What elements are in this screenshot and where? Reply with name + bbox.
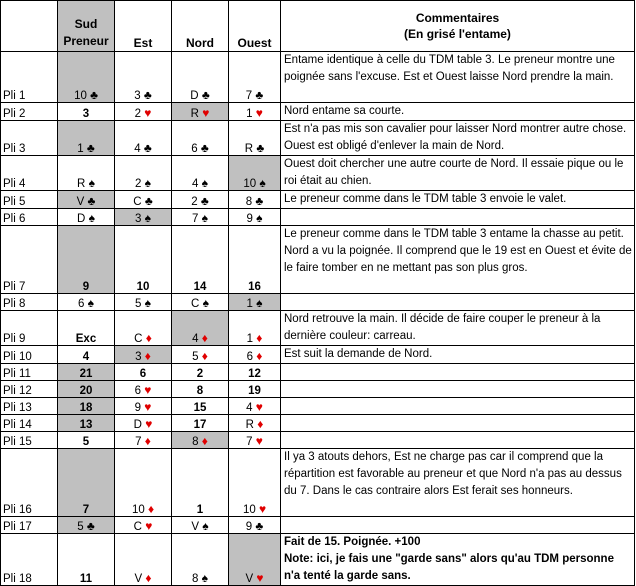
club-suit-icon: ♣	[256, 141, 265, 155]
diamond-suit-icon: ♦	[201, 434, 208, 448]
spade-suit-icon: ♠	[144, 176, 151, 190]
table-row	[1, 346, 635, 364]
spade-suit-icon: ♠	[87, 296, 94, 310]
card-nord	[172, 311, 229, 346]
diamond-suit-icon: ♦	[144, 349, 151, 363]
card-value: 18	[79, 402, 93, 414]
card-nord	[172, 346, 229, 364]
card-sud	[58, 52, 115, 103]
card-est	[115, 121, 172, 156]
spade-suit-icon: ♠	[259, 176, 266, 190]
table-row	[1, 517, 635, 534]
diamond-suit-icon: ♦	[144, 434, 151, 448]
table-row	[1, 364, 635, 381]
card-nord	[172, 432, 229, 449]
table-row	[1, 191, 635, 209]
table-row	[1, 449, 635, 517]
card-est	[115, 415, 172, 432]
club-suit-icon: ♣	[201, 88, 210, 102]
card-nord	[172, 415, 229, 432]
club-suit-icon: ♣	[87, 194, 96, 208]
spade-suit-icon: ♠	[201, 211, 208, 225]
club-suit-icon: ♣	[255, 88, 264, 102]
card-sud	[58, 121, 115, 156]
card-value: 9	[246, 213, 253, 225]
trick-rows	[1, 52, 635, 586]
card-value: 17	[193, 419, 207, 431]
card-nord	[172, 517, 229, 534]
card-value: 3	[135, 213, 142, 225]
pli-label: Pli 8	[1, 294, 58, 311]
card-sud	[58, 364, 115, 381]
card-value: 4	[82, 351, 90, 363]
card-value: R	[244, 143, 254, 155]
table-row	[1, 103, 635, 121]
card-sud	[58, 191, 115, 209]
card-est	[115, 52, 172, 103]
spade-suit-icon: ♠	[256, 211, 263, 225]
card-value: C	[133, 521, 142, 533]
card-value: 7	[82, 504, 90, 516]
card-value: 2	[196, 368, 204, 380]
card-ouest	[229, 311, 281, 346]
header-nord: Nord	[172, 1, 229, 52]
club-suit-icon: ♣	[200, 194, 209, 208]
pli-label: Pli 1	[1, 52, 58, 103]
card-value: 6	[139, 368, 147, 380]
pli-label: Pli 5	[1, 191, 58, 209]
card-sud	[58, 311, 115, 346]
diamond-suit-icon: ♦	[201, 349, 208, 363]
card-sud	[58, 226, 115, 294]
header-ouest: Ouest	[229, 1, 281, 52]
card-sud	[58, 346, 115, 364]
heart-suit-icon: ♥	[145, 519, 153, 533]
card-sud	[58, 209, 115, 226]
table-row	[1, 121, 635, 156]
heart-suit-icon: ♥	[144, 383, 152, 397]
card-ouest	[229, 534, 281, 586]
table-row	[1, 209, 635, 226]
card-ouest	[229, 517, 281, 534]
comment-cell: Nord retrouve la main. Il décide de faire couper le preneur à la dernière couleur: carreau.	[281, 311, 635, 346]
card-value: V	[245, 573, 254, 585]
comment-cell	[281, 432, 635, 449]
card-nord	[172, 156, 229, 191]
card-value: R	[190, 108, 199, 120]
card-value: 15	[193, 402, 207, 414]
card-ouest	[229, 52, 281, 103]
card-value: 1	[246, 298, 253, 310]
diamond-suit-icon: ♦	[201, 331, 208, 345]
card-nord	[172, 226, 229, 294]
header-commentaires-title: Commentaires	[415, 11, 500, 25]
card-value: 7	[135, 436, 142, 448]
card-sud	[58, 398, 115, 415]
card-nord	[172, 449, 229, 517]
card-value: C	[133, 196, 142, 208]
card-value: V	[134, 573, 143, 585]
card-est	[115, 346, 172, 364]
comment-cell: Fait de 15. Poignée. +100 Note: ici, je fais une "garde sans" alors qu'au TDM personne n'a tenté la garde sans.	[281, 534, 635, 586]
card-value: 2	[135, 178, 142, 190]
card-value: C	[191, 298, 200, 310]
card-est	[115, 311, 172, 346]
card-est	[115, 381, 172, 398]
card-ouest	[229, 398, 281, 415]
card-ouest	[229, 294, 281, 311]
club-suit-icon: ♣	[255, 519, 264, 533]
card-sud	[58, 517, 115, 534]
heart-suit-icon: ♥	[202, 106, 210, 120]
comment-cell: Nord entame sa courte.	[281, 103, 635, 121]
club-suit-icon: ♣	[143, 141, 152, 155]
comment-cell	[281, 381, 635, 398]
card-value: 20	[79, 385, 93, 397]
card-value: 2	[191, 196, 198, 208]
card-value: R	[77, 178, 86, 190]
heart-suit-icon: ♥	[255, 106, 263, 120]
table-row	[1, 156, 635, 191]
spade-suit-icon: ♠	[202, 519, 209, 533]
card-est	[115, 517, 172, 534]
card-value: D	[190, 90, 199, 102]
club-suit-icon: ♣	[86, 519, 95, 533]
heart-suit-icon: ♥	[144, 106, 152, 120]
card-sud	[58, 103, 115, 121]
card-value: 12	[248, 368, 261, 380]
spade-suit-icon: ♠	[144, 211, 151, 225]
card-value: 1	[246, 333, 254, 345]
card-sud	[58, 381, 115, 398]
card-value: 16	[248, 281, 261, 293]
table-row	[1, 381, 635, 398]
card-value: 5	[77, 521, 84, 533]
comment-cell: Le preneur comme dans le TDM table 3 envoie le valet.	[281, 191, 635, 209]
card-value: 6	[78, 298, 85, 310]
card-value: 8	[192, 436, 199, 448]
card-ouest	[229, 432, 281, 449]
card-est	[115, 226, 172, 294]
spade-suit-icon: ♠	[201, 571, 208, 585]
table-row	[1, 415, 635, 432]
spade-suit-icon: ♠	[88, 176, 95, 190]
heart-suit-icon: ♥	[258, 502, 267, 516]
header-pli	[1, 1, 58, 52]
card-nord	[172, 103, 229, 121]
card-est	[115, 534, 172, 586]
card-nord	[172, 191, 229, 209]
card-est	[115, 294, 172, 311]
card-nord	[172, 534, 229, 586]
spade-suit-icon: ♠	[201, 176, 208, 190]
card-value: 3	[134, 90, 141, 102]
card-value: C	[134, 333, 143, 345]
card-value: 7	[245, 90, 253, 102]
diamond-suit-icon: ♦	[145, 331, 152, 345]
table-row	[1, 311, 635, 346]
card-nord	[172, 121, 229, 156]
card-value: 1	[246, 108, 253, 120]
card-nord	[172, 294, 229, 311]
club-suit-icon: ♣	[255, 194, 264, 208]
card-value: 11	[79, 573, 93, 585]
card-value: 8	[196, 385, 204, 397]
card-value: 8	[245, 196, 253, 208]
heart-suit-icon: ♥	[145, 417, 153, 431]
card-nord	[172, 209, 229, 226]
club-suit-icon: ♣	[144, 194, 153, 208]
card-value: 10	[136, 281, 150, 293]
card-value: 3	[135, 351, 142, 363]
header-commentaires-subtitle: (En grisé l'entame)	[404, 27, 511, 41]
diamond-suit-icon: ♦	[256, 349, 263, 363]
pli-label: Pli 16	[1, 449, 58, 517]
comment-cell: Est suit la demande de Nord.	[281, 346, 635, 364]
card-value: 7	[192, 213, 199, 225]
card-nord	[172, 364, 229, 381]
diamond-suit-icon: ♦	[256, 331, 263, 345]
card-value: V	[191, 521, 200, 533]
card-value: 5	[192, 351, 199, 363]
card-ouest	[229, 156, 281, 191]
heart-suit-icon: ♥	[144, 400, 152, 414]
comment-cell: Ouest doit chercher une autre courte de Nord. Il essaie pique ou le roi était au chien.	[281, 156, 635, 191]
header-sud-preneur: Sud Preneur	[58, 1, 115, 52]
card-value: 10	[243, 178, 257, 190]
table-row	[1, 226, 635, 294]
card-value: D	[133, 419, 142, 431]
header-row	[1, 1, 635, 52]
card-value: 9	[134, 402, 142, 414]
pli-label: Pli 15	[1, 432, 58, 449]
card-nord	[172, 381, 229, 398]
pli-label: Pli 11	[1, 364, 58, 381]
pli-label: Pli 7	[1, 226, 58, 294]
table-row	[1, 294, 635, 311]
card-value: 1	[196, 504, 204, 516]
card-value: D	[77, 213, 86, 225]
card-ouest	[229, 191, 281, 209]
card-ouest	[229, 415, 281, 432]
pli-label: Pli 13	[1, 398, 58, 415]
spade-suit-icon: ♠	[88, 211, 95, 225]
club-suit-icon: ♣	[90, 88, 98, 102]
comment-cell	[281, 415, 635, 432]
card-value: 6	[191, 143, 198, 155]
card-est	[115, 103, 172, 121]
pli-label: Pli 6	[1, 209, 58, 226]
card-est	[115, 432, 172, 449]
spade-suit-icon: ♠	[144, 296, 151, 310]
card-value: 4	[134, 143, 141, 155]
table-row	[1, 398, 635, 415]
card-value: 8	[192, 573, 199, 585]
card-ouest	[229, 209, 281, 226]
card-value: 21	[79, 368, 93, 380]
card-value: V	[76, 196, 85, 208]
card-est	[115, 449, 172, 517]
table-row	[1, 432, 635, 449]
card-value: 14	[193, 281, 207, 293]
card-ouest	[229, 226, 281, 294]
card-value: 6	[134, 385, 142, 397]
club-suit-icon: ♣	[200, 141, 209, 155]
card-value: Exc	[75, 333, 97, 345]
card-value: 4	[192, 178, 199, 190]
card-sud	[58, 415, 115, 432]
card-value: 13	[79, 419, 93, 431]
comment-cell	[281, 364, 635, 381]
card-sud	[58, 156, 115, 191]
pli-label: Pli 9	[1, 311, 58, 346]
club-suit-icon: ♣	[86, 141, 95, 155]
card-value: 4	[192, 333, 199, 345]
card-ouest	[229, 449, 281, 517]
comment-cell	[281, 398, 635, 415]
comment-cell	[281, 517, 635, 534]
card-ouest	[229, 121, 281, 156]
card-value: 19	[248, 385, 261, 397]
header-est: Est	[115, 1, 172, 52]
card-value: 9	[245, 521, 253, 533]
card-value: 10	[74, 90, 87, 102]
card-value: 4	[246, 402, 253, 414]
card-ouest	[229, 364, 281, 381]
card-value: 10	[131, 504, 145, 516]
diamond-suit-icon: ♦	[147, 502, 155, 516]
comment-cell	[281, 209, 635, 226]
card-value: 5	[82, 436, 90, 448]
card-est	[115, 156, 172, 191]
club-suit-icon: ♣	[143, 88, 152, 102]
card-value: 10	[242, 504, 256, 516]
comment-cell: Entame identique à celle du TDM table 3. Le preneur montre une poignée sans l'excuse. Est et Ouest laisse Nord prendre la main.	[281, 52, 635, 103]
comment-cell: Il ya 3 atouts dehors, Est ne charge pas car il comprend que la répartition est favorable au preneur et que Nord n'a pas au dessus du 7. Dans le cas contraire alors Est ferait ses honneurs.	[281, 449, 635, 517]
pli-label: Pli 18	[1, 534, 58, 586]
comment-cell: Le preneur comme dans le TDM table 3 entame la chasse au petit. Nord a vu la poignée. Il comprend que le 19 est en Ouest et évite de le faire tomber en ne mettant pas son plus gros.	[281, 226, 635, 294]
card-sud	[58, 534, 115, 586]
comment-cell	[281, 294, 635, 311]
pli-label: Pli 2	[1, 103, 58, 121]
heart-suit-icon: ♥	[256, 571, 264, 585]
card-value: 2	[134, 108, 142, 120]
card-ouest	[229, 103, 281, 121]
card-value: 3	[82, 108, 90, 120]
card-value: 9	[82, 281, 90, 293]
header-commentaires	[281, 1, 635, 52]
card-value: 6	[246, 351, 254, 363]
table-row	[1, 534, 635, 586]
card-ouest	[229, 381, 281, 398]
pli-label: Pli 17	[1, 517, 58, 534]
card-sud	[58, 449, 115, 517]
pli-label: Pli 10	[1, 346, 58, 364]
card-est	[115, 364, 172, 381]
spade-suit-icon: ♠	[202, 296, 209, 310]
card-value: R	[245, 419, 254, 431]
spade-suit-icon: ♠	[256, 296, 263, 310]
card-ouest	[229, 346, 281, 364]
card-sud	[58, 432, 115, 449]
pli-label: Pli 4	[1, 156, 58, 191]
card-est	[115, 209, 172, 226]
heart-suit-icon: ♥	[255, 400, 263, 414]
comment-cell: Est n'a pas mis son cavalier pour laisser Nord montrer autre chose. Ouest est obligé d'enlever la main de Nord.	[281, 121, 635, 156]
pli-label: Pli 12	[1, 381, 58, 398]
card-nord	[172, 52, 229, 103]
card-sud	[58, 294, 115, 311]
pli-label: Pli 14	[1, 415, 58, 432]
diamond-suit-icon: ♦	[257, 417, 264, 431]
card-value: 7	[246, 436, 253, 448]
card-value: 5	[135, 298, 142, 310]
card-nord	[172, 398, 229, 415]
pli-label: Pli 3	[1, 121, 58, 156]
heart-suit-icon: ♥	[255, 434, 263, 448]
table-row	[1, 52, 635, 103]
diamond-suit-icon: ♦	[145, 571, 152, 585]
card-est	[115, 191, 172, 209]
card-est	[115, 398, 172, 415]
card-value: 1	[77, 143, 84, 155]
